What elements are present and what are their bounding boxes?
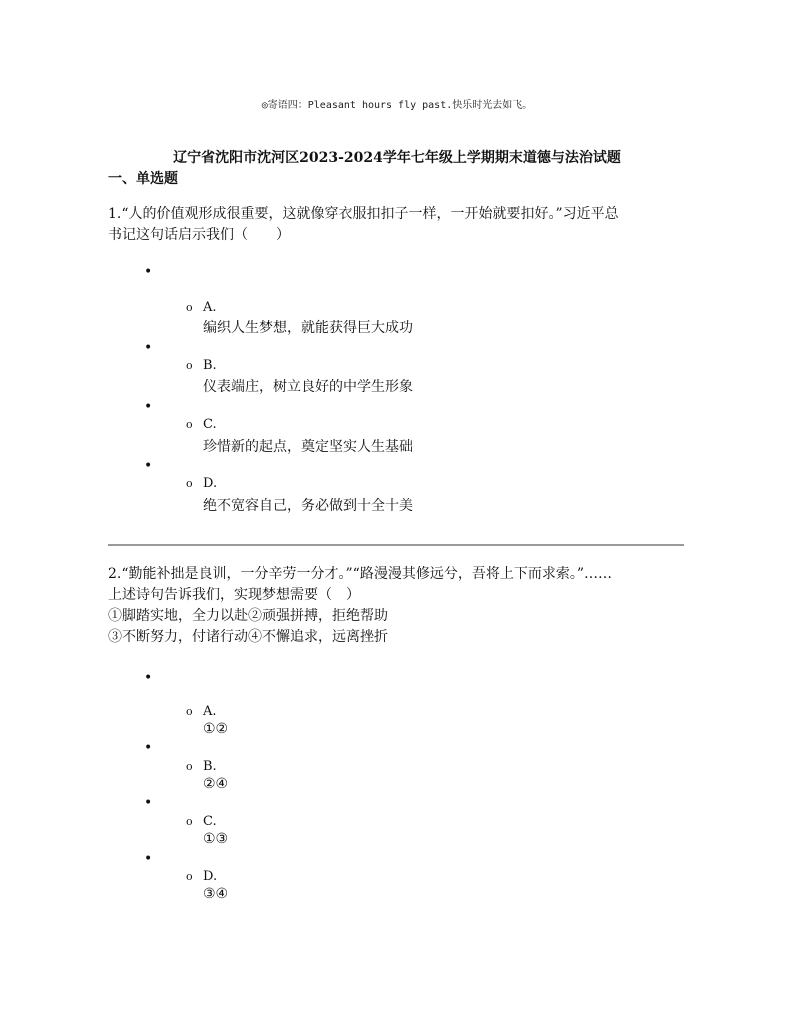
option-letter: B. xyxy=(203,759,217,774)
question-2-stem xyxy=(108,564,688,648)
question-2-stem-line: ①脚踏实地，全力以赴②顽强拼搏，拒绝帮助 xyxy=(108,608,388,624)
question-2-stem-line: ③不断努力，付诸行动④不懈追求，远离挫折 xyxy=(108,629,388,645)
option-marker: o xyxy=(186,705,193,718)
question-2-option-b[interactable] xyxy=(186,759,217,774)
option-letter: A. xyxy=(203,704,217,719)
option-text: 绝不宽容自己，务必做到十全十美 xyxy=(203,498,413,514)
question-2-stem-line: 上述诗句告诉我们，实现梦想需要（ ） xyxy=(108,587,360,603)
option-marker: o xyxy=(186,418,193,431)
option-text: ③④ xyxy=(203,886,229,902)
question-1-option-d[interactable] xyxy=(186,476,217,491)
page-title: 辽宁省沈阳市沈河区2023-2024学年七年级上学期期末道德与法治试题 xyxy=(173,150,621,166)
question-1-stem-line: 1.“人的价值观形成很重要，这就像穿衣服扣扣子一样，一开始就要扣好。”习近平总 xyxy=(108,206,619,222)
header-note: ◎寄语四：Pleasant hours fly past.快乐时光去如飞。 xyxy=(261,100,533,111)
option-marker: o xyxy=(186,301,193,314)
question-1-stem-line: 书记这句话启示我们（ ） xyxy=(108,227,290,243)
question-2-option-a[interactable] xyxy=(186,704,217,719)
question-2-option-c[interactable] xyxy=(186,814,217,829)
option-text: 珍惜新的起点，奠定坚实人生基础 xyxy=(203,439,413,455)
option-letter: A. xyxy=(203,300,217,315)
option-text: ①② xyxy=(203,721,229,737)
option-marker: o xyxy=(186,477,193,490)
option-letter: D. xyxy=(203,476,218,491)
option-marker: o xyxy=(186,870,193,883)
list-bullet: • xyxy=(144,851,153,867)
option-text: 编织人生梦想，就能获得巨大成功 xyxy=(203,320,413,336)
option-letter: D. xyxy=(203,869,218,884)
option-text: ①③ xyxy=(203,831,229,847)
option-letter: C. xyxy=(203,417,217,432)
option-text: ②④ xyxy=(203,776,229,792)
question-2-stem-line: 2.“勤能补拙是良训，一分辛劳一分才。”“路漫漫其修远兮，吾将上下而求索。”…… xyxy=(108,566,612,582)
question-1-option-b[interactable] xyxy=(186,358,217,373)
option-marker: o xyxy=(186,760,193,773)
option-letter: B. xyxy=(203,358,217,373)
section-heading: 一、单选题 xyxy=(108,171,178,187)
list-bullet: • xyxy=(144,458,153,474)
divider xyxy=(108,544,684,546)
list-bullet: • xyxy=(144,670,153,686)
list-bullet: • xyxy=(144,399,153,415)
option-letter: C. xyxy=(203,814,217,829)
list-bullet: • xyxy=(144,264,153,280)
list-bullet: • xyxy=(144,795,153,811)
list-bullet: • xyxy=(144,340,153,356)
option-marker: o xyxy=(186,815,193,828)
question-2-option-d[interactable] xyxy=(186,869,217,884)
option-marker: o xyxy=(186,359,193,372)
question-1-option-a[interactable] xyxy=(186,300,217,315)
question-1-stem xyxy=(108,204,688,246)
question-1-option-c[interactable] xyxy=(186,417,217,432)
list-bullet: • xyxy=(144,740,153,756)
option-text: 仪表端庄，树立良好的中学生形象 xyxy=(203,379,413,395)
